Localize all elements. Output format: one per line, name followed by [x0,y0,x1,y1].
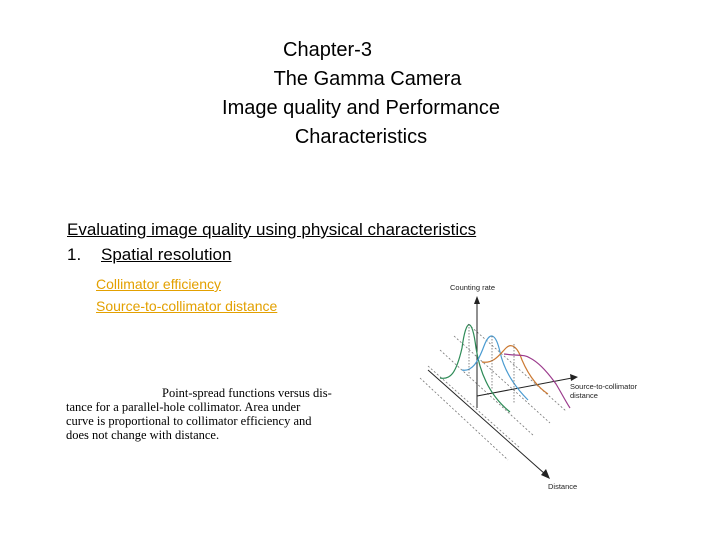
list-number: 1. [67,245,82,264]
title-line-chapter: Chapter-3 [283,39,372,61]
dashed-baselines [420,324,566,460]
caption-line-3: curve is proportional to collimator efficiency and [66,414,312,428]
list-label: Spatial resolution [101,245,232,264]
slide-title [0,36,720,152]
sub-item-source-distance[interactable]: Source-to-collimator distance [96,298,278,314]
baseline-5 [420,378,508,460]
title-line-topic: The Gamma Camera [273,68,462,90]
figure-caption [66,386,370,442]
section-heading: Evaluating image quality using physical characteristics [67,220,477,239]
point-spread-figure [410,278,638,493]
caption-line-2: tance for a parallel-hole collimator. Area under [66,400,301,414]
y-axis-label: Counting rate [450,283,496,292]
x-axis-label: Distance [548,482,578,491]
title-line-subtitle: Image quality and Performance [222,97,500,119]
diag-axis-label-2: distance [570,391,598,400]
baseline-4 [468,324,566,411]
sub-item-collimator-efficiency[interactable]: Collimator efficiency [96,276,222,292]
psf-curve-2 [462,336,528,400]
psf-curve-1 [440,325,510,412]
diag-axis-label-1: Source-to-collimator [570,382,638,391]
list-item-spatial-resolution [67,245,231,265]
caption-line-4: does not change with distance. [66,428,220,442]
title-line-subtitle-2: Characteristics [294,126,428,148]
baseline-3 [454,336,550,423]
psf-curves [440,325,570,412]
caption-line-1: Point-spread functions versus dis- [162,386,332,400]
